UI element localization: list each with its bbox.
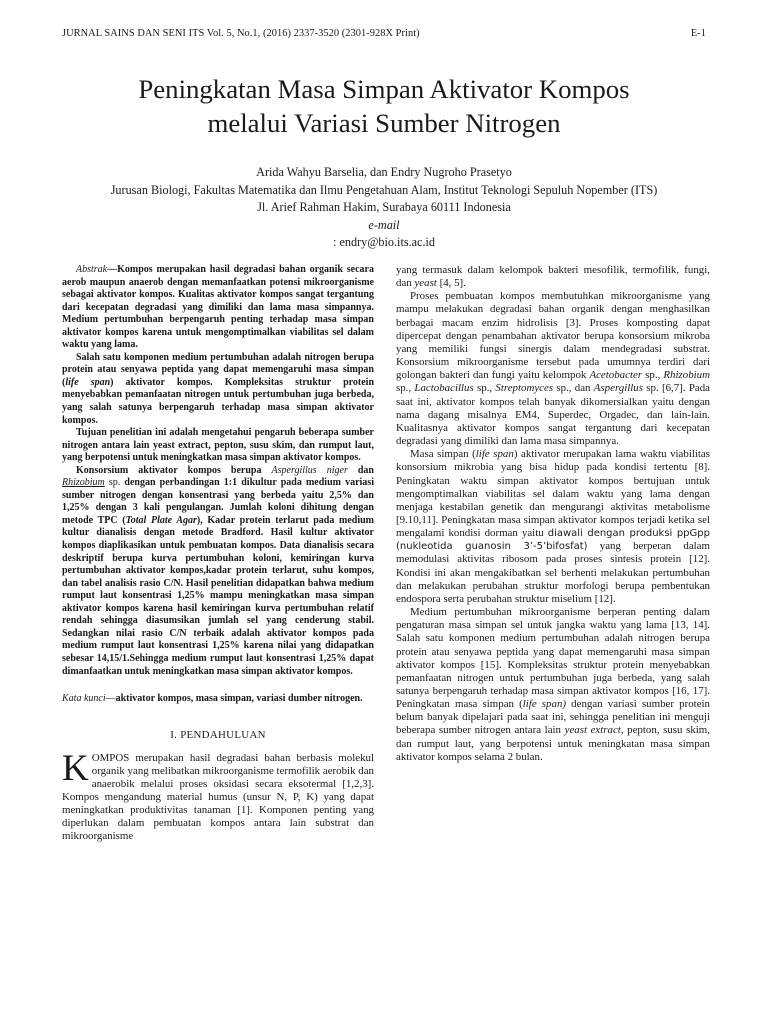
email-label: e-mail <box>368 217 400 232</box>
journal-citation: JURNAL SAINS DAN SENI ITS Vol. 5, No.1, (2016) 2337-3520 (2301-928X Print) <box>62 28 420 39</box>
title-line-1: Peningkatan Masa Simpan Aktivator Kompos <box>138 74 630 104</box>
drop-cap: K <box>62 748 89 790</box>
author-email[interactable]: : endry@bio.its.ac.id <box>333 235 435 249</box>
right-column <box>396 264 710 764</box>
intro-continuation: yang termasuk dalam kelompok bakteri mesofilik, termofilik, fungi, dan yeast [4, 5]. <box>396 264 710 290</box>
abstract-paragraph-3: Tujuan penelitian ini adalah mengetahui pengaruh beberapa sumber nitrogen antara lain yeast extract, pepton, susu skim, dan rumput laut, yang berpotensi untuk meningkatkan masa simpan aktivator kompos. <box>62 427 374 464</box>
abstract-paragraph-1: Abstrak—Kompos merupakan hasil degradasi bahan organik secara aerob maupun anaerob dengan memanfaatkan potensi mikroorganisme sebagai aktivator kompos. Kualitas aktivator kompos sangat tergantung dari kecepatan degradasi yang dimiliki dan lama masa simpannya. Medium pertumbuhan berpengaruh penting terhadap masa simpan aktivator kompos karena untuk mengomptimalkan viabilitas sel dalam waktu yang lama. <box>62 264 374 351</box>
running-head <box>62 28 706 39</box>
abstract-label: Abstrak <box>76 264 108 275</box>
abstract-paragraph-4: Konsorsium aktivator kompos berupa Aspergillus niger dan Rhizobium sp. dengan perbandingan 1:1 dikultur pada medium variasi sumber nitrogen dengan konsentrasi yang berbeda yaitu 2,5% dan 1,25% dengan 3 kali pengulangan. Jumlah koloni dihitung dengan metode TPC (Total Plate Agar), Kadar protein terlarut pada medium kultur dianalisis dengan metode Bradford. Hasil kultur aktivator kompos diaplikasikan untuk pembuatan kompos. Data dianalisis secara deskriptif berupa kurva pertumbuhan koloni, kemiringan kurva pertumbuhan aktivator kompos,kadar protein terlarut, suhu kompos, dan tabel analisis rasio C/N. Hasil penelitian didapatkan bahwa medium rumput laut konsentrasi 1,25% mampu meningkatkan masa simpan aktivator kompos karena hasil kemiringan kurva pertumbuhan relatif rendah sehingga diasumsikan jumlah sel yang cenderung stabil. Sedangkan nilai rasio C/N terbaik adalah aktivator kompos pada medium rumput laut konsentrasi 1,25% karena nilai yang didapatkan sebesar 14,15/1.Sehingga medium rumput laut konsentrasi 1,25% dapat dimanfaatkan untuk meningkatkan masa simpan aktivator kompos. <box>62 464 374 677</box>
page-number: E-1 <box>690 28 706 39</box>
intro-paragraph-1: KOMPOS merupakan hasil degradasi bahan berbasis molekul organik yang melibatkan mikroorganisme termofilik aerobik dan anaerobik melalui proses oksidasi secara eksotermal [1,2,3]. Kompos mengandung material humus (unsur N, P, K) yang dapat meningkatkan produktivitas tanaman [1]. Komponen penting yang diperlukan dalam pembuatan kompos antara lain substrat dan mikroorganisme <box>62 748 374 843</box>
author-address: Jl. Arief Rahman Hakim, Surabaya 60111 Indonesia <box>257 200 511 214</box>
paper-title <box>40 72 728 140</box>
author-names: Arida Wahyu Barselia, dan Endry Nugroho Prasetyo <box>256 165 512 179</box>
keywords-text: aktivator kompos, masa simpan, variasi dumber nitrogen. <box>115 693 363 705</box>
intro-paragraph-2: Proses pembuatan kompos membutuhkan mikroorganisme yang mampu melakukan degradasi bahan organik dengan menghasilkan berbagai macam enzim hidrolisis [3]. Proses komposting dapat dipercepat dengan penambahan aktivator berupa konsorsium mikroba yang memiliki fungsi sinergis dalam mendegradasi substrat. Konsorsium mikroorganisme tersebut pada umumnya terdiri dari golongan bakteri dan fungi yaitu kelompok Acetobacter sp., Rhizobium sp., Lactobacillus sp., Streptomyces sp., dan Aspergillus sp. [6,7]. Pada saat ini, aktivator kompos telah banyak dikomersialkan yaitu dengan nama dagang misalnya EM4, Superdec, Orgadec, dan lain-lain. Kualitasnya aktivator kompos sangat tergantung dari kecepatan degradasi yang dimiliki dan lama masa simpannya. <box>396 290 710 448</box>
keywords: Kata kunci—aktivator kompos, masa simpan, variasi dumber nitrogen. <box>62 693 363 705</box>
abstract-paragraph-2: Salah satu komponen medium pertumbuhan adalah nitrogen berupa protein atau senyawa peptida yang dapat memengaruhi masa simpan (life span) aktivator kompos. Kompleksitas struktur protein menyebabkan pemanfaatan nitrogen untuk pertumbuhan juga berbeda, yang salah satunya berpengaruh terhadap masa simpan aktivator kompos. <box>62 351 374 426</box>
title-line-2: melalui Variasi Sumber Nitrogen <box>207 108 561 138</box>
author-email-line <box>40 217 728 252</box>
author-block <box>40 164 728 252</box>
author-affiliation: Jurusan Biologi, Fakultas Matematika dan Ilmu Pengetahuan Alam, Institut Teknologi Sepuluh Nopember (ITS) <box>110 182 658 197</box>
section-heading-pendahuluan: I. PENDAHULUAN <box>170 729 266 742</box>
abstract <box>62 264 374 678</box>
keywords-label: Kata kunci <box>62 693 106 705</box>
intro-paragraph-3: Masa simpan (life span) aktivator merupakan lama waktu viabilitas konsorsium mikrobia yang bisa hidup pada kondisi tertentu [8]. Peningkatan waktu simpan aktivator kompos bertujuan untuk mengomptimalkan viabilitas sel dalam waktu yang lama dengan menjaga kestabilan genetik dan mengurangi aktivitas metabolisme [9.10,11]. Peningkatan masa simpan aktivator kompos terjadi ketika sel mengalami kondisi dorman yaitu diawali dengan produksi ppGpp (nukleotida guanosin 3’-5’bifosfat) yang berperan dalam memodulasi aktivitas ribosom pada proses sintesis protein [12]. Kondisi ini akan mengakibatkan sel berhenti melakukan pertumbuhan dan melakukan perubahan struktur morfologi berupa pembentukan endospora serta perubahan struktur miselium [12]. <box>396 448 710 605</box>
left-column <box>62 264 374 843</box>
intro-paragraph-4: Medium pertumbuhan mikroorganisme berperan penting dalam pengaturan masa simpan sel untuk jangka waktu yang lama [13, 14]. Salah satu komponen medium pertumbuhan adalah nitrogen berupa protein atau senyawa peptida yang dapat memengaruhi masa simpan aktivator kompos [15]. Kompleksitas struktur protein menyebabkan pemanfaatan nitrogen untuk pertumbuhan juga berbeda, yang salah satunya berpengaruh terhadap masa simpan aktivator kompos [16, 17]. Peningkatan masa simpan (life span) dengan variasi sumber protein belum banyak dipelajari pada saat ini, sehingga penelitian ini menguji beberapa sumber nitrogen antara lain yeast extract, pepton, susu skim, dan rumput laut, yang berpotensi untuk meningkatan masa simpan aktivator kompos selama 2 bulan. <box>396 606 710 763</box>
